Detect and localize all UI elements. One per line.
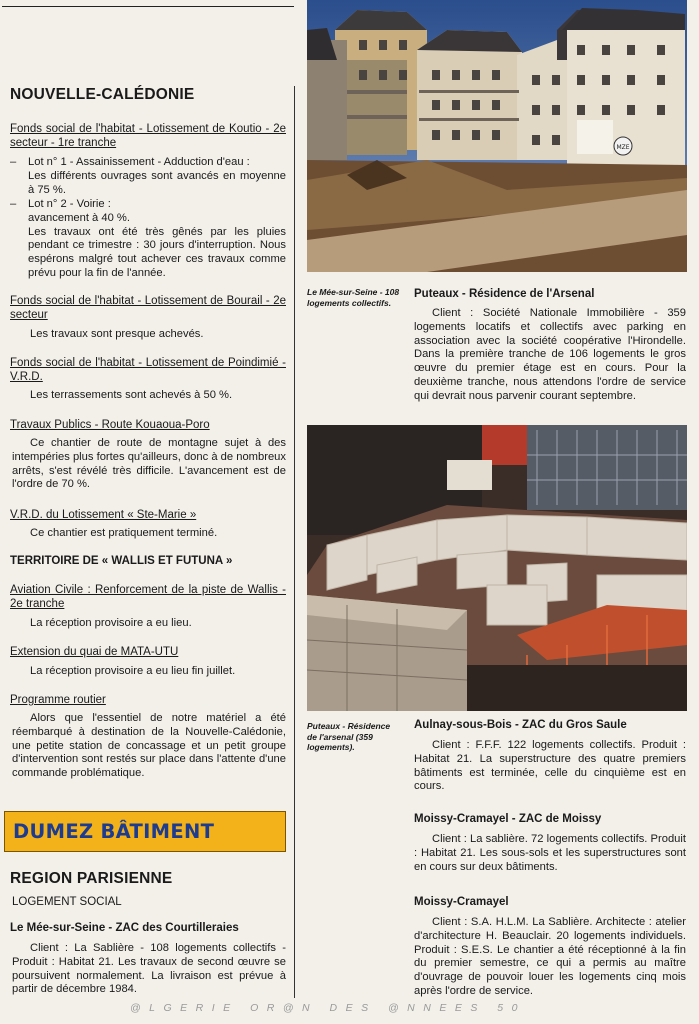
item-text-aulnay: Client : F.F.F. 122 logements collectifs. Produit : Habitat 21. La superstructure des quatre premiers bâtiments est terminée, celle du cinquième est en cours. [414,739,686,793]
left-column [0,0,294,1000]
item-text-programme-routier: Alors que l'essentiel de notre matériel a été réembarqué à destination de la Nouvelle-Calédonie, une petite station de concassage et un petit groupe d'intervention sont restés sur place dans l'attente d'une commande problématique. [12,712,286,780]
section-title-wallis-futuna: TERRITOIRE DE « WALLIS ET FUTUNA » [10,555,233,567]
footer-watermark: @LGERIE OR@N DES @NNEES 50 [130,1002,526,1014]
item-title-poindimie: Fonds social de l'habitat - Lotissement de Poindimié - V.R.D. [10,357,286,383]
column-rule [294,86,295,998]
item-title-kouaoua: Travaux Publics - Route Kouaoua-Poro [10,419,210,431]
item-title-aviation: Aviation Civile : Renforcement de la piste de Wallis - 2e tranche [10,584,286,610]
item-text-ste-marie: Ce chantier est pratiquement terminé. [30,527,218,539]
section-title-nouvelle-caledonie: NOUVELLE-CALÉDONIE [10,86,195,103]
sign-mze: MZE [616,144,630,151]
lot-1-label: Lot n° 1 - Assainissement - Adduction d'eau : [28,156,250,168]
photo-mee-sur-seine-buildings [307,0,687,272]
lot-2: – Lot n° 2 - Voirie : avancement à 40 %. Les travaux ont été très gênés par les pluies pendant ce trimestre : 30 jours d'interruption. Nous espérons malgré tout achever ces travaux comme prévu pour la fin de l'année. [10,198,286,279]
subsection-logement-social: LOGEMENT SOCIAL [12,896,122,908]
item-title-ste-marie: V.R.D. du Lotissement « Ste-Marie » [10,509,197,521]
item-title-bourail: Fonds social de l'habitat - Lotissement de Bourail - 2e secteur [10,295,286,321]
item-text-bourail: Les travaux sont presque achevés. [30,328,204,340]
item-title-mata-utu: Extension du quai de MATA-UTU [10,646,179,658]
item-text-aviation: La réception provisoire a eu lieu. [30,617,192,629]
item-title-aulnay: Aulnay-sous-Bois - ZAC du Gros Saule [414,719,627,731]
photo-puteaux-construction [307,425,687,711]
lot-2-text: Les travaux ont été très gênés par les pluies pendant ce trimestre : 30 jours d'interruption. Nous espérons malgré tout achever ces travaux comme prévu pour la fin de l'année. [28,225,286,279]
item-text-mee-sur-seine: Client : La Sablière - 108 logements collectifs - Produit : Habitat 21. Les travaux de second œuvre se poursuivent normalement. La livraison est prévue à partir de décembre 1984. [12,942,286,996]
item-text-moissy-zac: Client : La sablière. 72 logements collectifs. Produit : Habitat 21. Les sous-sols et les superstructures sont en cours sur deux bâtiments. [414,833,686,873]
photo-caption-mee: Le Mée-sur-Seine - 108 logements collectifs. [307,287,400,308]
item-text-mata-utu: La réception provisoire a eu lieu fin juillet. [30,665,236,677]
section-title-region-parisienne: REGION PARISIENNE [10,870,173,887]
lot-2-label: Lot n° 2 - Voirie : [28,198,111,210]
item-title-mee-sur-seine: Le Mée-sur-Seine - ZAC des Courtilleraies [10,922,239,934]
item-text-kouaoua: Ce chantier de route de montagne sujet à des intempéries plus fortes qu'ailleurs, donc à de nombreux arrêts, s'est révélé très difficile. L'avancement est de l'ordre de 70 %. [12,437,286,491]
item-title-programme-routier: Programme routier [10,694,106,706]
lot-1: – Lot n° 1 - Assainissement - Adduction d'eau : Les différents ouvrages sont avancés en moyenne à 75 %. [10,156,286,196]
item-text-moissy: Client : S.A. H.L.M. La Sablière. Architecte : atelier d'architecture H. Beauclair. 20 logements individuels. Produit : S.E.S. Le chantier a été réceptionné à la fin du premier semestre, ce qui a permis au maître d'ouvrage de pouvoir louer les logements cinq mois après l'ordre de service. [414,916,686,997]
item-text-poindimie: Les terrassements sont achevés à 50 %. [30,389,233,401]
item-title-moissy: Moissy-Cramayel [414,896,509,908]
dumez-batiment-banner [4,811,286,852]
banner-label: DUMEZ BÂTIMENT [13,820,215,843]
photo-caption-puteaux: Puteaux - Résidence de l'arsenal (359 logements). [307,721,391,752]
lot-1-text: Les différents ouvrages sont avancés en moyenne à 75 %. [28,169,286,196]
item-title-puteaux: Puteaux - Résidence de l'Arsenal [414,288,595,300]
item-text-puteaux: Client : Société Nationale Immobilière - 359 logements locatifs et collectifs avec parking en association avec la société coopérative l'Hirondelle. Dans la première tranche de 106 logements le gros œuvre du premier étage est en cours. Pour la deuxième tranche, nous attendons l'ordre de service qui devrait nous parvenir courant septembre. [414,307,686,402]
item-title-koutio: Fonds social de l'habitat - Lotissement de Koutio - 2e secteur - 1re tranche [10,123,286,149]
lot-2-progress: avancement à 40 %. [28,211,130,224]
item-title-moissy-zac: Moissy-Cramayel - ZAC de Moissy [414,813,602,825]
top-rule [2,6,294,7]
